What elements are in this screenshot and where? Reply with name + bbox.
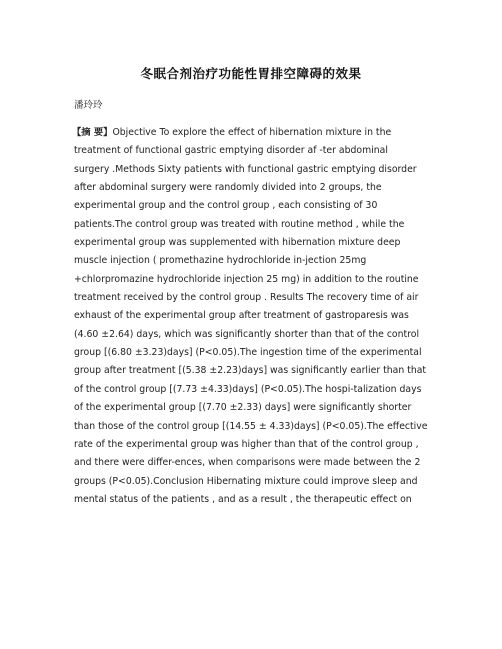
abstract-line: of the control group [(7.73 ±4.33)days] (P<0.05).The hospi-talization days xyxy=(74,383,422,395)
abstract-line: experimental group was supplemented with hibernation mixture deep xyxy=(74,237,401,249)
abstract-line: of the experimental group [(7.70 ±2.33) days] were significantly shorter xyxy=(74,402,412,414)
abstract-line: rate of the experimental group was higher than that of the control group , xyxy=(74,438,419,450)
abstract-line: and there were differ-ences, when comparisons were made between the 2 xyxy=(74,457,421,469)
abstract-line: surgery .Methods Sixty patients with functional gastric emptying disorder xyxy=(74,163,417,175)
abstract-line: group after treatment [(5.38 ±2.23)days] was significantly earlier than that xyxy=(74,365,427,377)
abstract-line: patients.The control group was treated with routine method , while the xyxy=(74,218,405,230)
abstract-line: groups (P<0.05).Conclusion Hibernating mixture could improve sleep and xyxy=(74,475,418,487)
abstract-line: after abdominal surgery were randomly divided into 2 groups, the xyxy=(74,182,382,194)
abstract-line-text: Objective To explore the effect of hibernation mixture in the xyxy=(112,127,392,138)
abstract-line: than those of the control group [(14.55 ± 4.33)days] (P<0.05).The effective xyxy=(74,420,428,432)
abstract-line: experimental group and the control group , each consisting of 30 xyxy=(74,200,378,212)
author-name: 潘玲玲 xyxy=(74,100,103,111)
abstract-line: group [(6.80 ±3.23)days] (P<0.05).The ingestion time of the experimental xyxy=(74,347,422,359)
abstract-block xyxy=(74,124,446,509)
abstract-line: exhaust of the experimental group after treatment of gastroparesis was xyxy=(74,310,409,322)
abstract-label: 【摘 要】 xyxy=(72,127,113,138)
abstract-line xyxy=(74,124,446,142)
abstract-line: treatment of functional gastric emptying disorder af -ter abdominal xyxy=(74,145,388,157)
abstract-line: mental status of the patients , and as a result , the therapeutic effect on xyxy=(74,493,412,505)
abstract-line: (4.60 ±2.64) days, which was significantly shorter than that of the control xyxy=(74,328,420,340)
abstract-line: muscle injection ( promethazine hydrochloride in-jection 25mg xyxy=(74,255,367,267)
abstract-line: treatment received by the control group . Results The recovery time of air xyxy=(74,292,419,304)
abstract-line: +chlorpromazine hydrochloride injection 25 mg) in addition to the routine xyxy=(74,273,419,285)
document-title: 冬眠合剂治疗功能性胃排空障碍的效果 xyxy=(140,66,362,81)
